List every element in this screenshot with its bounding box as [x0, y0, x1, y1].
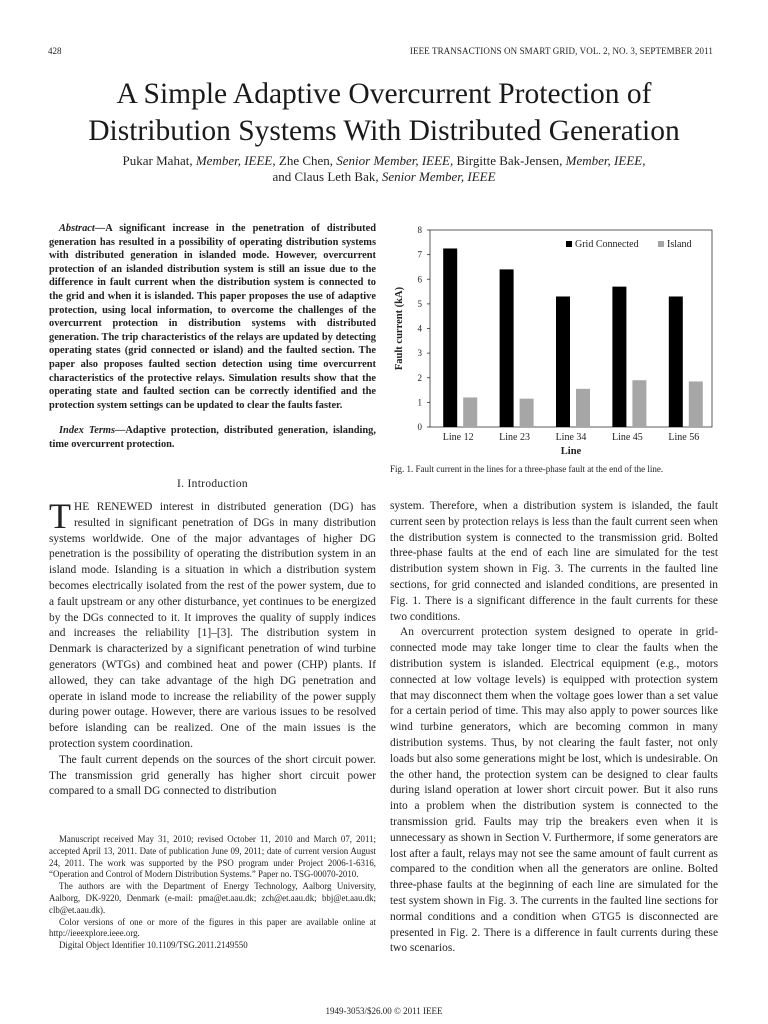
x-tick-label: Line 23: [499, 432, 531, 443]
author-role: Senior Member, IEEE: [381, 169, 496, 184]
journal-header: IEEE TRANSACTIONS ON SMART GRID, VOL. 2, NO. 3, SEPTEMBER 2011: [409, 46, 713, 56]
intro-paragraph-1: THE RENEWED interest in distributed generation (DG) has resulted in significant penetration of DGs in many distribution systems worldwide. One of the major advantages of higher DG penetration is the possibility of operating the distribution system in an island mode. Islanding is a situation in which a distribution system becomes electrically isolated from the rest of the power system, due to a fault upstream or any other disturbance, yet continues to be energized by the DGs connected to it. It improves the quality of supply indices and increases the reliability [1]–[3]. The distribution system in Denmark is characterized by a significant penetration of wind turbine generators (WTGs) and combined heat and power (CHP) plants. If allowed, they can take advantage of the high DG penetration and operate in island mode to increase the reliability of the power supply during power outage. However, there are various issues to be resolved before islanding can be realized. One of the main issues is the protection system coordination.: [49, 500, 376, 750]
index-terms: [49, 424, 376, 451]
legend-label-island: Island: [667, 239, 692, 250]
y-tick-label: 5: [417, 298, 422, 309]
x-tick-label: Line 56: [668, 432, 700, 443]
author-name: Zhe Chen,: [278, 153, 337, 168]
grid-connected-bar: [669, 296, 683, 427]
author-role: Member, IEEE,: [565, 153, 646, 168]
author-role: Member, IEEE,: [195, 153, 276, 168]
intro-paragraph-2: The fault current depends on the sources of the short circuit power. The transmission grid generally has higher short circuit power compared to a small DG connected to distribution: [49, 753, 376, 798]
x-tick-label: Line 34: [555, 432, 587, 443]
y-tick-label: 8: [417, 225, 422, 235]
footnote: Color versions of one or more of the figures in this paper are available online at http://ieeexplore.ieee.org.: [49, 916, 376, 939]
x-tick-label: Line 45: [611, 432, 643, 443]
y-tick-label: 4: [417, 323, 422, 334]
section-heading: I. Introduction: [177, 478, 248, 490]
legend-swatch-island: [658, 241, 664, 247]
y-tick-label: 7: [417, 249, 422, 260]
author-role: Senior Member, IEEE,: [336, 153, 454, 168]
index-terms-label: Index Terms: [59, 425, 116, 436]
y-tick-label: 1: [417, 397, 422, 408]
author-name: Pukar Mahat,: [122, 153, 196, 168]
page-number: 428: [48, 46, 62, 56]
footnotes: [49, 834, 376, 952]
title-line-2: Distribution Systems With Distributed Generation: [88, 115, 680, 147]
grid-connected-bar: [556, 296, 570, 427]
index-terms-text: —Adaptive protection, distributed generation, islanding, time overcurrent protection.: [49, 425, 376, 450]
grid-connected-bar: [612, 287, 626, 427]
fault-current-chart: [390, 222, 720, 462]
abstract-text: —A significant increase in the penetration of distributed generation has resulted in a possibility of operating distribution systems with distributed generation in islanded mode. However, overcurrent protection of an islanded distribution system is still an issue due to the difference in fault current when the distribution system is connected to the grid and when it is islanded. This paper proposes the use of adaptive protection, using local information, to overcome the challenges of the overcurrent protection in distribution systems with distributed generation. The trip characteristics of the relays are updated by detecting operating states (grid connected or island) and the faulted section. The paper also proposes faulted section detection using time overcurrent characteristics of the protective relays. Simulation results show that the operating state and faulted section can be correctly identified and the protection system settings can be updated to clear the faults faster.: [49, 223, 376, 411]
legend-label-grid-connected: Grid Connected: [575, 239, 639, 250]
y-tick-label: 6: [417, 274, 422, 285]
island-bar: [632, 380, 646, 427]
abstract-label: Abstract: [59, 223, 95, 234]
island-bar: [520, 399, 534, 427]
abstract: [49, 222, 376, 412]
paper-title: [20, 76, 748, 150]
author-name: Birgitte Bak-Jensen,: [456, 153, 566, 168]
title-line-1: A Simple Adaptive Overcurrent Protection of: [116, 78, 652, 110]
y-tick-label: 0: [417, 422, 422, 432]
x-axis-label: Line: [560, 446, 582, 457]
body-paragraph: An overcurrent protection system designed to operate in grid-connected mode may take longer time to clear the faults when the distribution system is islanded. Electrical equipment (e.g., motors connected at low voltage levels) is equipped with protection system that may disconnect them when the voltage goes lower than a set value for a certain period of time. This may also apply to power sources like wind turbine generators, which are becoming common in many distribution systems. Thus, by not clearing the fault faster, not only loads but also some generations might be lost, which is undesirable. On the other hand, the protection system can be designed to clear faults during island operation at lower short circuit power. But it also runs into a problem when the distribution system is connected to the transmission grid. Faults may trip the breakers even when it is unnecessary as shown in Section V. Furthermore, if some generators are lost after a fault, relays may not see the same amount of fault current as compared to the condition when all the generators are online. Bolted three-phase faults at the beginning of each line are simulated for the test system shown in Fig. 3. The currents in the faulted line sections for normal conditions and a condition when GTG5 is disconnected are presented in Fig. 2. There is a difference in fault currents during these two scenarios.: [390, 626, 718, 955]
x-tick-label: Line 12: [442, 432, 474, 443]
drop-cap: T: [49, 500, 71, 536]
legend-swatch-grid-connected: [566, 241, 572, 247]
y-axis-label: Fault current (kA): [394, 286, 405, 371]
copyright-footer: 1949-3053/$26.00 © 2011 IEEE: [325, 1006, 443, 1016]
author-name: and Claus Leth Bak,: [272, 169, 382, 184]
right-column-text: [390, 499, 718, 957]
island-bar: [463, 397, 477, 427]
y-tick-label: 2: [417, 372, 422, 383]
island-bar: [576, 389, 590, 427]
author-list: [40, 153, 728, 185]
island-bar: [689, 381, 703, 427]
figure-caption: Fig. 1. Fault current in the lines for a three-phase fault at the end of the line.: [390, 464, 664, 474]
footnote: Digital Object Identifier 10.1109/TSG.2011.2149550: [59, 940, 248, 951]
grid-connected-bar: [500, 269, 514, 427]
footnote: The authors are with the Department of Energy Technology, Aalborg University, Aalborg, DK-9220, Denmark (e-mail: pma@et.aau.dk; zch@et.aau.dk; bbj@et.aau.dk; clb@et.aau.dk).: [49, 881, 376, 915]
footnote: Manuscript received May 31, 2010; revised October 11, 2010 and March 07, 2011; accepted April 13, 2011. Date of publication June 09, 2011; date of current version August 24, 2011. The work was supported by the PSO program under Project 2006-1-6316, “Operation and Control of Modern Distribution Systems.” Paper no. TSG-00070-2010.: [49, 834, 376, 880]
body-paragraph: system. Therefore, when a distribution system is islanded, the fault current seen by protection relays is less than the fault current seen when the distribution system is connected to the transmission grid. Bolted three-phase faults at the end of each line are simulated for the test distribution system shown in Fig. 3. The currents in the faulted line sections, for grid connected and islanded conditions, are presented in Fig. 1. There is a significant difference in the fault currents for these two conditions.: [390, 500, 718, 623]
grid-connected-bar: [443, 248, 457, 427]
introduction-text: [49, 500, 376, 835]
y-tick-label: 3: [417, 348, 422, 359]
